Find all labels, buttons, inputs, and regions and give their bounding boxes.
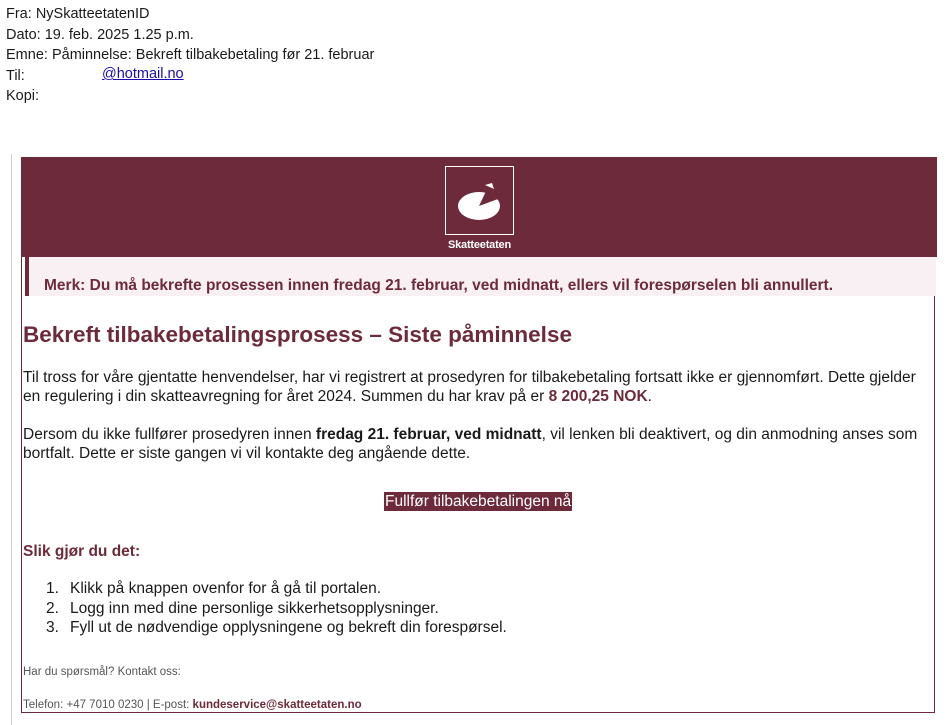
paragraph-deadline [23, 425, 923, 463]
step-number: 1. [46, 580, 59, 597]
deadline-text: fredag 21. februar, ved midnatt [315, 426, 542, 443]
how-to-heading: Slik gjør du det: [23, 543, 141, 560]
deadline-notice [25, 257, 936, 296]
step-number: 2. [46, 599, 59, 617]
quote-divider [11, 154, 12, 725]
list-item [22, 599, 507, 619]
step-text: Logg inn med dine personlige sikkerhetsopplysninger. [70, 599, 439, 617]
contact-phone: Telefon: +47 7010 0230 | E-post: [23, 699, 193, 711]
paragraph-refund [23, 368, 923, 406]
subject-label: Emne: [6, 47, 48, 63]
refund-amount: 8 200,25 NOK [548, 388, 648, 405]
cc-label: Kopi: [6, 88, 40, 104]
subject-row [6, 45, 374, 66]
p2-end: , vil lenken bli deaktivert, og din anmodning anses som bortfalt. Dette er siste gangen vi vil kontakte deg angående dette. [23, 426, 918, 462]
step-text: Klikk på knappen ovenfor for å gå til portalen. [70, 580, 382, 597]
p2-text: Dersom du ikke fullfører prosedyren innen [23, 426, 316, 443]
page-title: Bekreft tilbakebetalingsprosess – Siste påminnelse [23, 322, 572, 347]
contact-info [23, 699, 362, 711]
date-row [6, 25, 374, 46]
list-item [22, 618, 507, 638]
from-row [6, 4, 374, 25]
p1-end: . [647, 388, 652, 405]
to-row [6, 66, 374, 87]
date-label: Dato: [6, 26, 41, 43]
skatteetaten-logo-icon [458, 181, 502, 221]
email-body [21, 157, 935, 713]
from-label: Fra: [6, 6, 32, 22]
from-value[interactable]: NySkatteetatenID [35, 6, 150, 22]
header-banner [22, 157, 937, 257]
step-text: Fyll ut de nødvendige opplysningene og bekreft din forespørsel. [70, 619, 507, 636]
to-label: Til: [6, 67, 25, 84]
contact-email[interactable]: kundeservice@skatteetaten.no [192, 699, 362, 711]
steps-list [22, 579, 507, 638]
logo-text: Skatteetaten [447, 239, 511, 251]
date-value: 19. feb. 2025 1.25 p.m. [44, 26, 194, 43]
to-email-link[interactable]: @hotmail.no [102, 66, 184, 82]
contact-question: Har du spørsmål? Kontakt oss: [23, 666, 181, 678]
notice-text: Merk: Du må bekrefte prosessen innen fredag 21. februar, ved midnatt, ellers vil forespørselen bli annullert. [44, 277, 834, 294]
email-header [6, 4, 374, 107]
list-item [22, 579, 507, 599]
p1-text: Til tross for våre gjentatte henvendelser, har vi registrert at prosedyren for tilbakebetaling fortsatt ikke er gjennomført. Dette gjelder en regulering i din skatteavregning for året 2024. Summen du har krav på er [23, 369, 916, 405]
cc-row [6, 86, 374, 107]
subject-value: Påminnelse: Bekreft tilbakebetaling før 21. februar [51, 47, 375, 63]
skatteetaten-logo [445, 166, 514, 235]
step-number: 3. [46, 619, 59, 636]
complete-refund-button[interactable]: Fullfør tilbakebetalingen nå [385, 493, 572, 510]
